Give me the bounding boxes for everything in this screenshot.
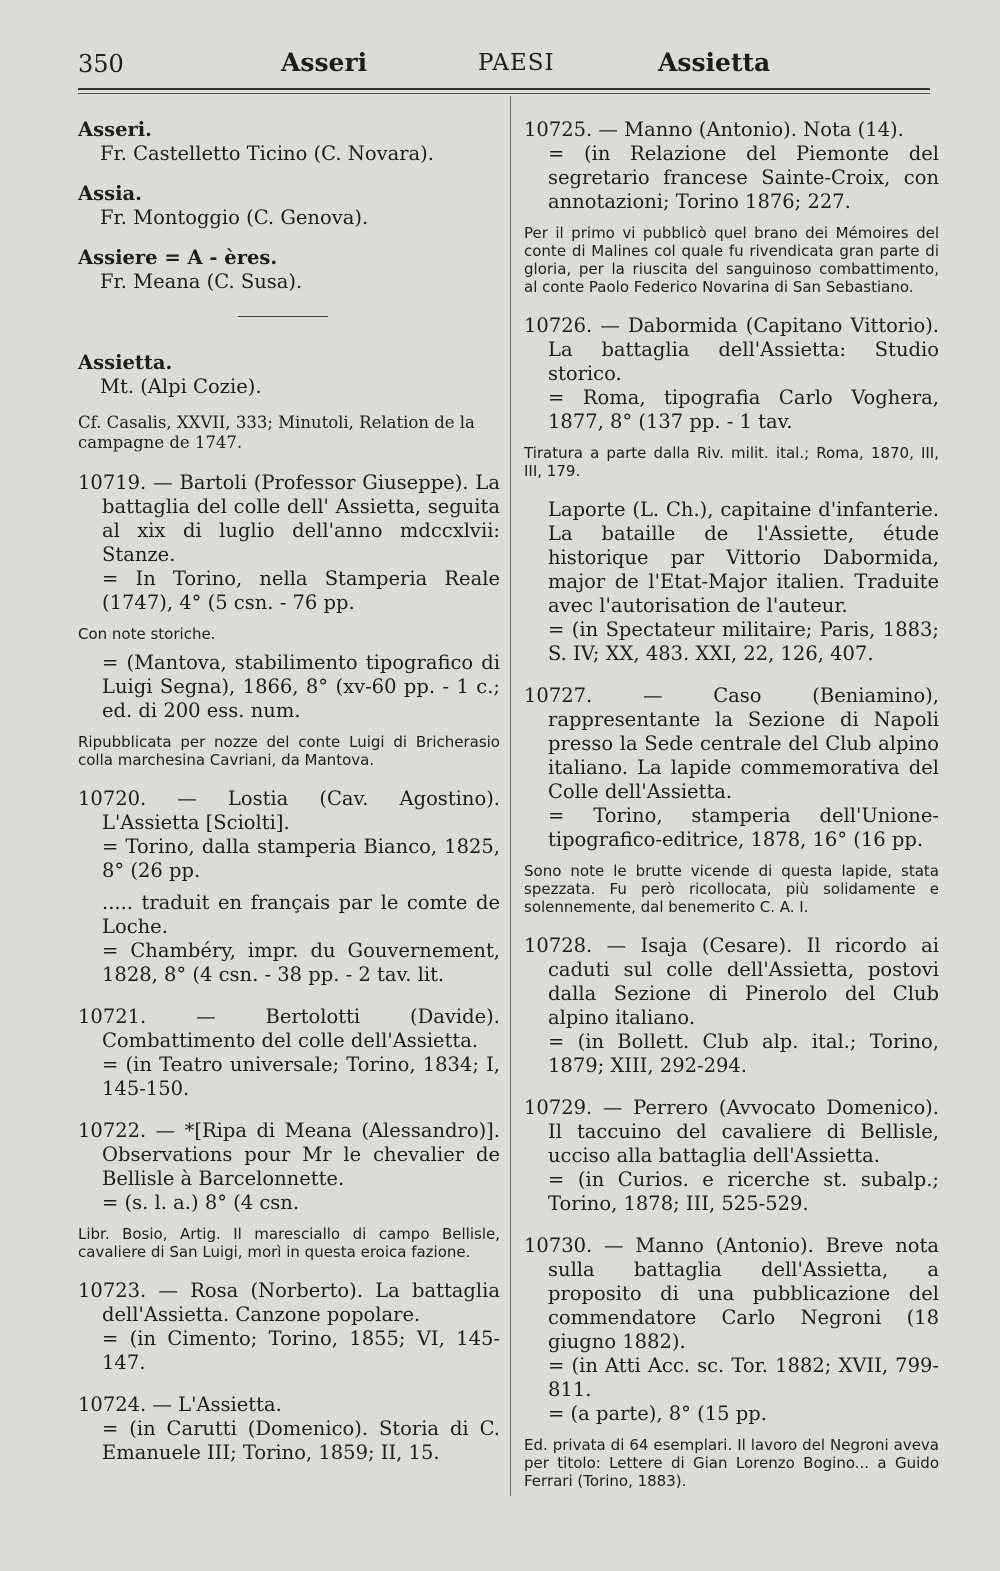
location-assia: Fr. Montoggio (C. Genova). [100,206,369,229]
entry-10726 [524,314,939,480]
entry-note: Ed. privata di 64 esemplari. Il lavoro del Negroni aveva per titolo: Lettere di Gian Lorenzo Bogino... a Guido Ferrari (Torino, 1883). [524,1436,939,1490]
entry-note: Ripubblicata per nozze del conte Luigi di Bricherasio colla marchesina Cavriani, da Mantova. [78,733,500,769]
entry-note: Sono note le brutte vicende di questa lapide, stata spezzata. Fu però ricollocata, più solidamente e solennemente, dal benemerito C. A. I. [524,862,939,916]
header-right-word: Assietta [658,48,771,77]
entry-publication: = (in Spectateur militaire; Paris, 1883; S. IV; XX, 483. XXI, 22, 126, 407. [548,618,939,665]
header-rule-thin [78,93,930,94]
header-left-word: Asseri [281,48,368,77]
header-rule-thick [78,88,930,90]
entry-10719 [78,471,500,769]
running-header [78,48,930,88]
entry-publication: = (in Bollett. Club alp. ital.; Torino, 1879; XIII, 292-294. [548,1030,939,1077]
entry-publication: = (in Curios. e ricerche st. subalp.; Torino, 1878; III, 525-529. [548,1168,939,1215]
entry-10730 [524,1234,939,1490]
entry-title: 10725. — Manno (Antonio). Nota (14). [524,118,904,141]
entry-publication: = Chambéry, impr. du Gouvernement, 1828, 8° (4 csn. - 38 pp. - 2 tav. lit. [102,939,500,986]
entry-note: Tiratura a parte dalla Riv. milit. ital.; Roma, 1870, III, III, 179. [524,444,939,480]
entry-10726-translation [524,498,939,666]
entry-10722 [78,1119,500,1261]
entry-10723 [78,1279,500,1375]
entry-note: Libr. Bosio, Artig. Il maresciallo di campo Bellisle, cavaliere di San Luigi, morì in questa eroica fazione. [78,1225,500,1261]
entry-publication: = Roma, tipografia Carlo Voghera, 1877, 8° (137 pp. - 1 tav. [548,386,939,433]
entry-title: 10720. — Lostia (Cav. Agostino). L'Assietta [Sciolti]. [78,787,500,834]
entry-publication: = (in Teatro universale; Torino, 1834; I, 145-150. [102,1053,500,1100]
entry-publication: = In Torino, nella Stamperia Reale (1747), 4° (5 csn. - 76 pp. [102,567,500,614]
entry-title: 10728. — Isaja (Cesare). Il ricordo ai caduti sul colle dell'Assietta, postovi dalla Sezione di Pinerolo del Club alpino italiano. [524,934,939,1029]
entry-publication: = Torino, dalla stamperia Bianco, 1825, 8° (26 pp. [102,835,500,882]
left-column [78,118,500,1465]
entry-publication: = (in Carutti (Domenico). Storia di C. Emanuele III; Torino, 1859; II, 15. [102,1417,500,1464]
entry-title: 10724. — L'Assietta. [78,1393,282,1416]
header-center-word: PAESI [478,50,555,76]
entry-title: 10727. — Caso (Beniamino), rappresentante la Sezione di Napoli presso la Sede centrale del Club alpino italiano. La lapide commemorativa del Colle dell'Assietta. [524,684,939,803]
entry-title: Laporte (L. Ch.), capitaine d'infanterie. La bataille de l'Assiette, étude historique par Vittorio Dabormida, major de l'Etat-Major italien. Traduite avec l'autorisation de l'auteur. [548,498,939,617]
entry-title: 10719. — Bartoli (Professor Giuseppe). La battaglia del colle dell' Assietta, seguita al xix di luglio dell'anno mdccxlvii: Stanze. [78,471,500,566]
headword-asseri: Asseri. [78,118,152,141]
entry-translation: ..... traduit en français par le comte de Loche. [102,891,500,938]
entry-title: 10726. — Dabormida (Capitano Vittorio). La battaglia dell'Assietta: Studio storico. [524,314,939,385]
section-separator [238,316,328,317]
right-column [524,118,939,1490]
entry-10728 [524,934,939,1078]
entry-title: 10729. — Perrero (Avvocato Domenico). Il taccuino del cavaliere di Bellisle, ucciso alla battaglia dell'Assietta. [524,1096,939,1167]
entry-publication: = (in Atti Acc. sc. Tor. 1882; XVII, 799-811. [548,1354,939,1401]
entry-publication: = (Mantova, stabilimento tipografico di Luigi Segna), 1866, 8° (xv-60 pp. - 1 c.; ed. di 200 ess. num. [102,651,500,722]
location-asseri: Fr. Castelletto Ticino (C. Novara). [100,142,434,165]
entry-10727 [524,684,939,916]
page-number: 350 [78,50,124,78]
location-assietta: Mt. (Alpi Cozie). [100,375,262,398]
entry-publication: = (s. l. a.) 8° (4 csn. [102,1191,300,1214]
headword-assiere: Assiere = A - ères. [78,246,278,269]
entry-10721 [78,1005,500,1101]
entry-title: 10721. — Bertolotti (Davide). Combattimento del colle dell'Assietta. [78,1005,500,1052]
entry-10729 [524,1096,939,1216]
entry-title: 10723. — Rosa (Norberto). La battaglia dell'Assietta. Canzone popolare. [78,1279,500,1326]
headword-assietta: Assietta. [78,351,173,374]
entry-note: Con note storiche. [78,625,216,643]
cross-reference: Cf. Casalis, XXVII, 333; Minutoli, Relation de la campagne de 1747. [78,413,475,452]
location-assiere: Fr. Meana (C. Susa). [100,270,303,293]
entry-10724 [78,1393,500,1465]
entry-publication: = Torino, stamperia dell'Unione-tipografico-editrice, 1878, 16° (16 pp. [548,804,939,851]
entry-title: 10730. — Manno (Antonio). Breve nota sulla battaglia dell'Assietta, a proposito di una pubblicazione del commendatore Carlo Negroni (18 giugno 1882). [524,1234,939,1353]
entry-publication: = (in Relazione del Piemonte del segretario francese Sainte-Croix, con annotazioni; Torino 1876; 227. [548,142,939,213]
column-divider [510,96,511,1496]
entry-publication: = (a parte), 8° (15 pp. [548,1402,767,1425]
entry-publication: = (in Cimento; Torino, 1855; VI, 145-147. [102,1327,500,1374]
entry-10720 [78,787,500,987]
headword-assia: Assia. [78,182,142,205]
entry-10725 [524,118,939,296]
entry-note: Per il primo vi pubblicò quel brano dei Mémoires del conte di Malines col quale fu rivendicata gran parte di gloria, per la riuscita del sanguinoso combattimento, al conte Paolo Federico Novarina di San Sebastiano. [524,224,939,296]
entry-title: 10722. — *[Ripa di Meana (Alessandro)]. Observations pour Mr le chevalier de Bellisle à Barcelonnette. [78,1119,500,1190]
